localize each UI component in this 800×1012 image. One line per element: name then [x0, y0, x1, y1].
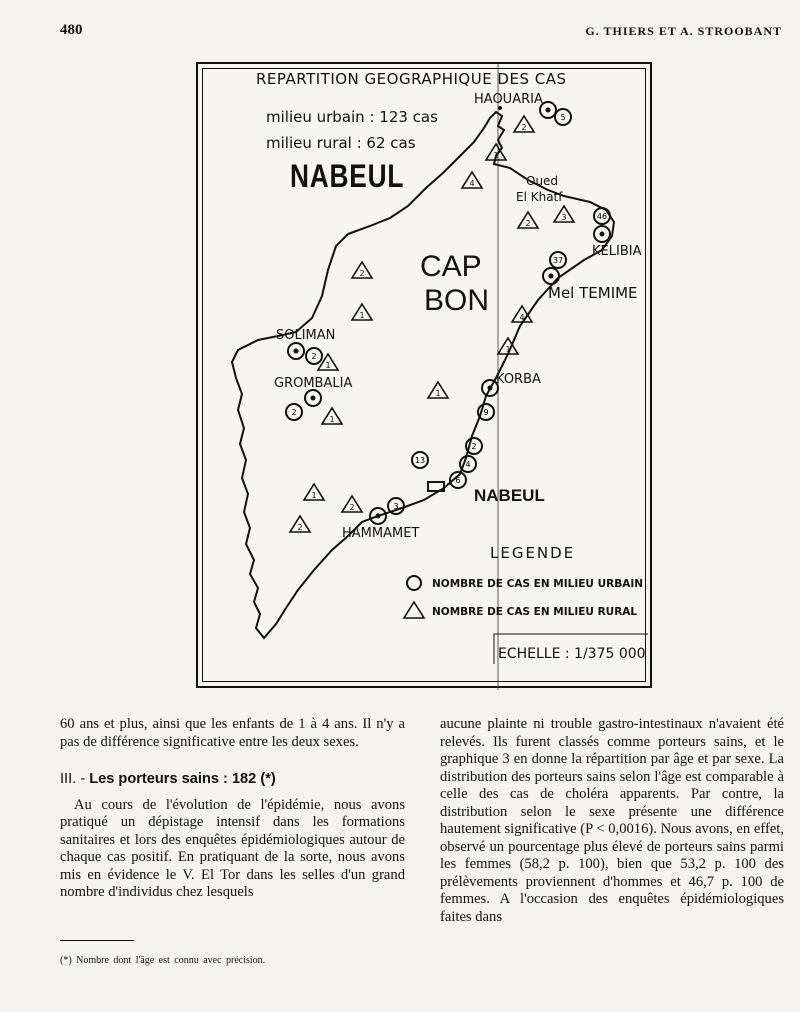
rural-marker — [462, 172, 482, 188]
rural-marker — [498, 338, 518, 354]
rural-marker — [304, 484, 324, 500]
svg-text:1: 1 — [325, 361, 331, 370]
rural-marker — [486, 144, 506, 160]
legend-rural-label: NOMBRE DE CAS EN MILIEU RURAL — [432, 606, 638, 618]
place-nabeul: NABEUL — [474, 486, 545, 505]
urban-summary: milieu urbain : 123 cas — [266, 108, 438, 126]
urban-marker — [594, 208, 610, 224]
urban-marker — [288, 343, 304, 359]
rural-marker — [290, 516, 310, 532]
left-lead-paragraph: 60 ans et plus, ainsi que les enfants de 1 à 4 ans. Il n'y a pas de différence significative entre les deux sexes. — [60, 716, 405, 750]
place-hammamet: HAMMAMET — [342, 526, 420, 541]
region-name: NABEUL — [290, 158, 405, 194]
svg-text:1: 1 — [505, 345, 511, 354]
map-drawing — [198, 64, 654, 690]
urban-marker — [555, 109, 571, 125]
urban-marker — [412, 452, 428, 468]
rural-marker — [518, 212, 538, 228]
left-body-paragraph: Au cours de l'évolution de l'épidémie, nous avons pratiqué un dépistage intensif dans les formations sanitaires et lors des enquêtes épidémiologiques autour de chaque cas positif. En pratiquant de la sorte, nous avons mis en évidence le V. El Tor dans les selles d'un grand nombre d'individus chez lesquels — [60, 796, 405, 900]
legend-title: LEGENDE — [490, 544, 576, 562]
legend-circle-icon — [407, 576, 421, 590]
running-head: G. THIERS ET A. STROOBANT — [585, 24, 782, 38]
svg-text:9: 9 — [483, 408, 489, 417]
legend-urban-label: NOMBRE DE CAS EN MILIEU URBAIN — [432, 578, 644, 590]
urban-marker — [286, 404, 302, 420]
svg-text:2: 2 — [525, 219, 531, 228]
urban-marker — [550, 252, 566, 268]
place-el-khatf: El Khatf — [516, 190, 563, 204]
peninsula-label-cap: CAP — [420, 250, 482, 283]
svg-text:13: 13 — [414, 456, 426, 465]
svg-text:5: 5 — [560, 113, 566, 122]
rural-marker — [342, 496, 362, 512]
urban-marker — [460, 456, 476, 472]
urban-marker — [305, 390, 321, 406]
svg-text:2: 2 — [521, 123, 527, 132]
map-title: REPARTITION GEOGRAPHIQUE DES CAS — [256, 70, 567, 88]
right-body-paragraph: aucune plainte ni trouble gastro-intestinaux n'avaient été relevés. Ils furent classés comme porteurs sains, et le graphique 3 en donne la répartition par âge et par sexe. La distribution des porteurs sains selon l'âge est comparable à celle des cas de choléra apparents. Par contre, la distribution selon le sexe présente une différence hautement significative (P < 0,0016). Nous avons, en effet, observé un pourcentage plus élevé de porteurs sains parmi les femmes (58,2 p. 100), bien que 53,2 p. 100 des prélèvements proviennent d'hommes et 46,7 p. 100 de femmes. A l'occasion des enquêtes épidémiologiques faites dans — [440, 716, 784, 925]
section-number: III. - — [60, 771, 86, 787]
rural-marker — [554, 206, 574, 222]
place-temime: Mel TEMIME — [548, 284, 638, 302]
page-number: 480 — [60, 22, 83, 38]
place-grombalia: GROMBALIA — [274, 376, 353, 391]
place-haouaria: HAOUARIA — [474, 92, 543, 107]
svg-text:37: 37 — [552, 256, 564, 265]
place-oued: Oued — [526, 174, 559, 188]
footnote: (*) Nombre dont l'âge est connu avec précision. — [60, 955, 266, 966]
svg-text:4: 4 — [465, 460, 471, 469]
urban-marker — [543, 268, 559, 284]
svg-text:3: 3 — [561, 213, 567, 222]
footnote-rule — [60, 940, 134, 941]
place-kelibia: KELIBIA — [592, 244, 642, 259]
rural-marker — [322, 408, 342, 424]
page-header — [60, 22, 782, 42]
place-soliman: SOLIMAN — [276, 328, 336, 343]
svg-text:2: 2 — [471, 442, 477, 451]
map-scale: ECHELLE : 1/375 000 — [498, 646, 646, 662]
svg-text:2: 2 — [311, 352, 317, 361]
svg-text:4: 4 — [519, 313, 525, 322]
rural-marker — [514, 116, 534, 132]
svg-text:1: 1 — [493, 151, 499, 160]
svg-text:2: 2 — [291, 408, 297, 417]
urban-marker — [594, 226, 610, 242]
svg-text:1: 1 — [359, 311, 365, 320]
text-column-left — [60, 716, 405, 902]
svg-text:6: 6 — [455, 476, 461, 485]
section-heading — [60, 771, 405, 789]
urban-marker — [388, 498, 404, 514]
text-column-right — [440, 716, 784, 926]
rural-marker — [352, 304, 372, 320]
svg-text:1: 1 — [311, 491, 317, 500]
svg-text:4: 4 — [469, 179, 475, 188]
urban-marker — [370, 508, 386, 524]
rural-marker — [352, 262, 372, 278]
legend-triangle-icon — [404, 602, 424, 618]
rural-summary: milieu rural : 62 cas — [266, 134, 416, 152]
peninsula-label-bon: BON — [424, 284, 490, 317]
svg-text:3: 3 — [393, 502, 399, 511]
svg-text:2: 2 — [359, 269, 365, 278]
svg-text:1: 1 — [435, 389, 441, 398]
section-title: Les porteurs sains : 182 (*) — [89, 771, 276, 787]
svg-text:1: 1 — [329, 415, 335, 424]
svg-text:46: 46 — [596, 212, 608, 221]
svg-text:2: 2 — [297, 523, 303, 532]
svg-text:2: 2 — [349, 503, 355, 512]
map-figure — [196, 62, 652, 688]
rural-marker — [428, 382, 448, 398]
place-korba: KORBA — [496, 372, 541, 387]
urban-marker — [306, 348, 322, 364]
